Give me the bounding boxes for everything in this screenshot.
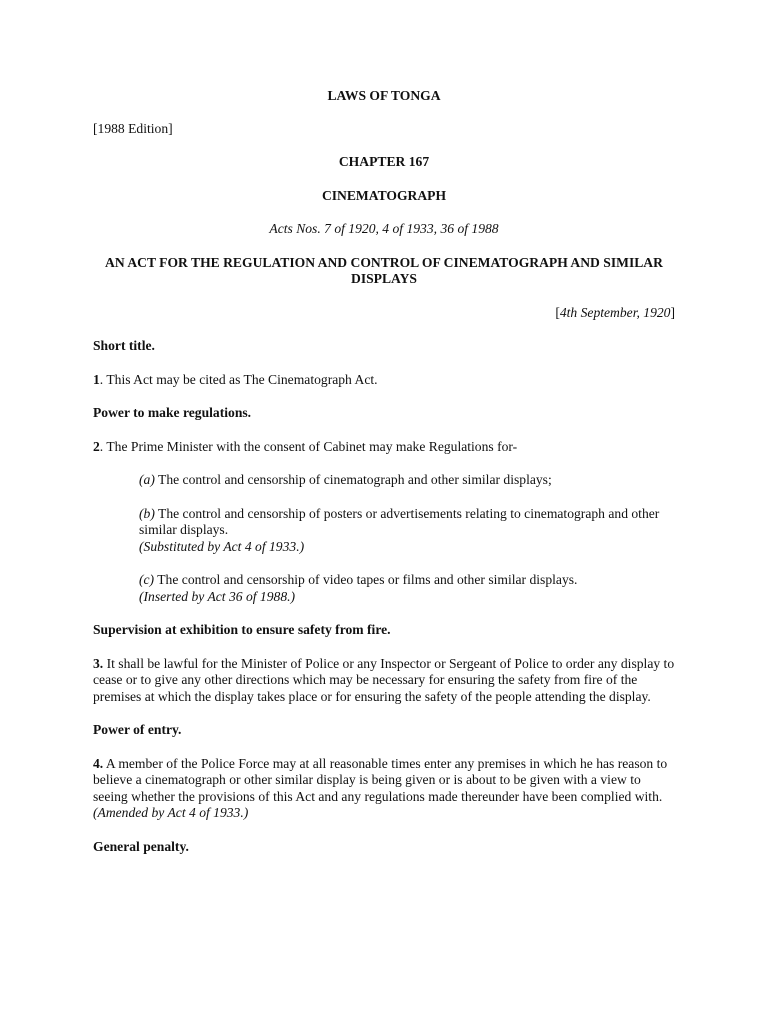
section-3-heading: Supervision at exhibition to ensure safety from fire. — [93, 622, 391, 637]
date-bracket-open: [ — [555, 304, 560, 320]
item-c-label: (c) — [139, 572, 155, 587]
acts-numbers: Acts Nos. 7 of 1920, 4 of 1933, 36 of 1988 — [269, 221, 499, 236]
item-c-text: The control and censorship of video tapes or films and other similar displays. — [154, 572, 578, 587]
section-4-text — [93, 756, 675, 806]
section-4-number: 4. — [93, 755, 104, 771]
chapter-number: CHAPTER 167 — [338, 154, 430, 169]
section-3-text — [93, 656, 675, 706]
item-a-label: (a) — [139, 472, 155, 487]
item-a-text: The control and censorship of cinematograph and other similar displays; — [154, 472, 552, 487]
section-1-body: . This Act may be cited as The Cinematograph Act. — [99, 371, 378, 387]
section-4-heading: Power of entry. — [93, 722, 182, 737]
section-2-text — [93, 439, 675, 456]
item-b-label: (b) — [139, 505, 155, 521]
item-c-note: (Inserted by Act 36 of 1988.) — [139, 588, 296, 604]
section-1-number: 1 — [93, 371, 100, 387]
section-2-heading: Power to make regulations. — [93, 405, 252, 420]
section-4-body: A member of the Police Force may at all reasonable times enter any premises in which he has reason to believe a cinematograph or other similar display is being given or is about to be given with a view to seeing whether the provisions of this Act and any regulations made thereunder have been complied with. — [93, 755, 668, 804]
document-page — [93, 88, 675, 855]
item-b-text: The control and censorship of posters or advertisements relating to cinematograph and other similar displays. — [139, 505, 660, 537]
section-3-number: 3. — [93, 655, 104, 671]
section-1-heading: Short title. — [93, 338, 155, 353]
act-name: CINEMATOGRAPH — [321, 187, 447, 203]
date-bracket-close: ] — [670, 304, 675, 320]
long-title: AN ACT FOR THE REGULATION AND CONTROL OF CINEMATOGRAPH AND SIMILAR DISPLAYS — [105, 254, 663, 286]
document-title: LAWS OF TONGA — [327, 88, 441, 103]
section-2-item-c — [93, 572, 675, 605]
commencement-date — [93, 305, 675, 322]
section-2-item-b — [93, 506, 675, 556]
date-text: 4th September, 1920 — [559, 304, 671, 320]
section-3-body: It shall be lawful for the Minister of Police or any Inspector or Sergeant of Police to order any display to cease or to give any other directions which may be necessary for ensuring the safety from fire of the premises at which the display takes place or for ensuring the safety of the people attending the display. — [93, 655, 675, 704]
section-2-body: . The Prime Minister with the consent of Cabinet may make Regulations for- — [99, 438, 518, 454]
section-2-number: 2 — [93, 438, 100, 454]
section-2-item-a — [93, 472, 675, 489]
item-b-note: (Substituted by Act 4 of 1933.) — [139, 538, 305, 554]
section-5-heading: General penalty. — [93, 838, 189, 854]
section-1-text — [93, 372, 675, 389]
edition-label: [1988 Edition] — [93, 120, 173, 136]
section-4-note: (Amended by Act 4 of 1933.) — [93, 805, 249, 820]
